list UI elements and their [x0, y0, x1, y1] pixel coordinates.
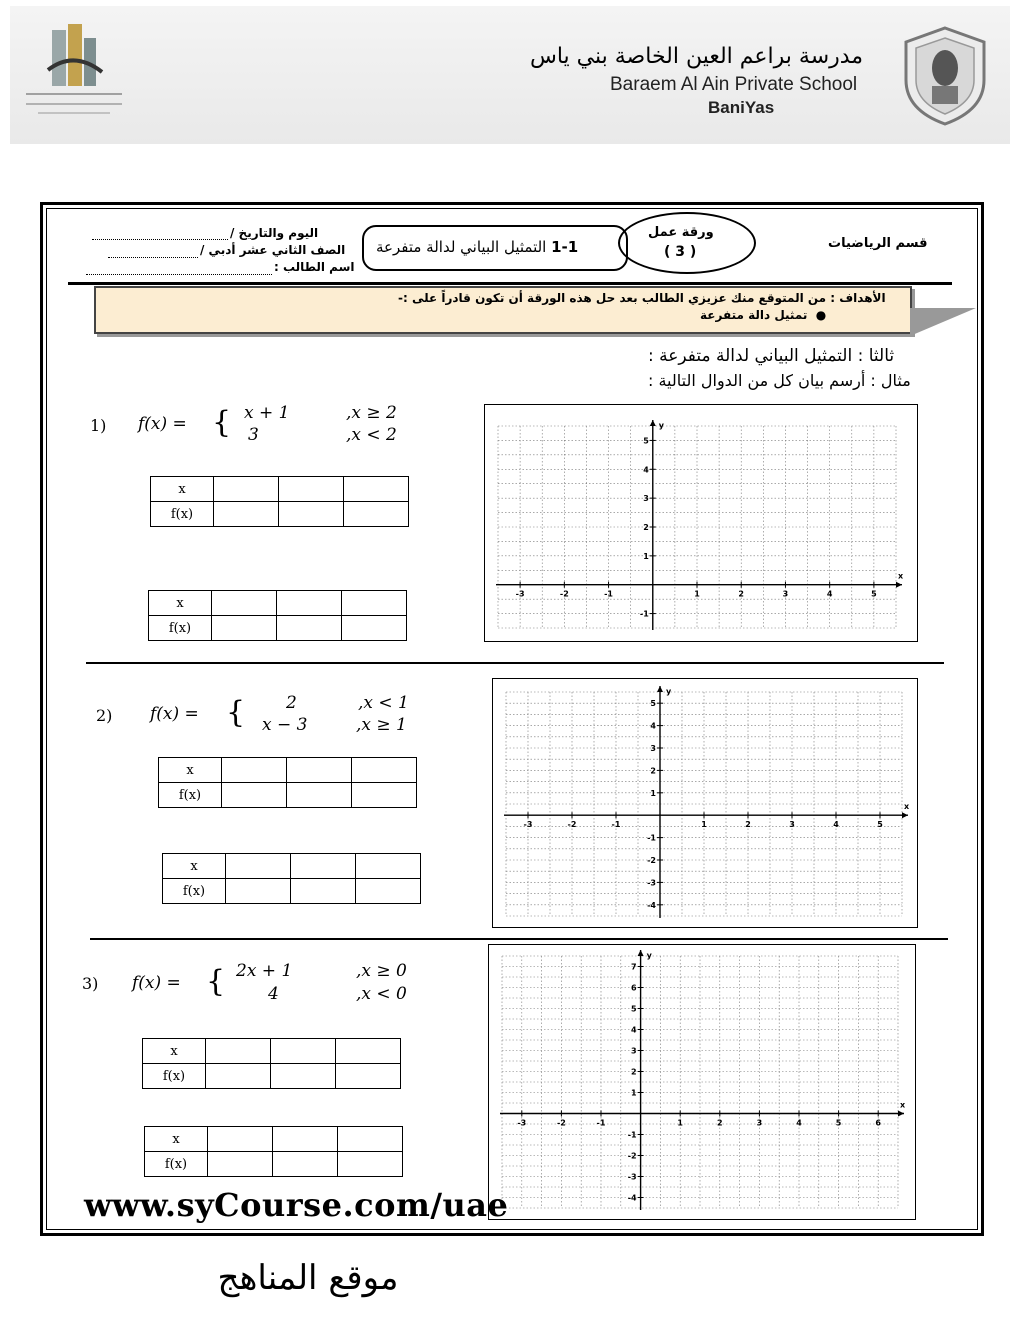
table-cell[interactable] [338, 1127, 403, 1152]
y-tick-label: -3 [627, 1172, 637, 1182]
table-cell[interactable] [222, 758, 287, 783]
header-rule [68, 282, 952, 285]
table-cell[interactable] [273, 1127, 338, 1152]
problem-1-case-1-expr: x + 1 [244, 403, 290, 423]
table-header-x: x [163, 854, 226, 879]
table-cell[interactable] [291, 854, 356, 879]
y-tick-label: -1 [647, 833, 656, 843]
x-tick-label: -1 [611, 820, 621, 830]
problem-1-table-b [148, 590, 407, 641]
header-banner [10, 6, 1010, 144]
x-tick-label: -3 [515, 589, 525, 599]
y-tick-label: 3 [650, 744, 656, 753]
table-header-fx: f(x) [159, 783, 222, 808]
y-tick-label: 2 [650, 766, 656, 776]
table-cell[interactable] [226, 879, 291, 904]
problem-2-table-b [162, 853, 421, 904]
problem-3-case-2-cond: ,x < 0 [356, 984, 407, 1004]
worksheet-number: ( 3 ) [664, 244, 697, 260]
goals-corner-decoration [910, 308, 980, 338]
x-tick-label: -1 [604, 589, 614, 599]
y-tick-label: 1 [650, 788, 656, 798]
table-header-fx: f(x) [145, 1152, 208, 1177]
x-tick-label: 1 [701, 820, 707, 830]
grade-label: الصف الثاني عشر أدبي / [200, 243, 346, 257]
school-name-arabic: مدرسة براعم العين الخاصة بني ياس [530, 44, 864, 69]
day-date-field[interactable] [92, 238, 228, 240]
y-axis-label: y [666, 687, 672, 696]
example-text: مثال : أرسم بيان كل من الدوال التالية : [648, 371, 911, 390]
problem-3-case-1-expr: 2x + 1 [236, 961, 293, 981]
section-title: ثالثا : التمثيل البياني لدالة متفرعة : [648, 346, 895, 366]
problem-1-table-a [150, 476, 409, 527]
x-tick-label: 3 [789, 820, 795, 830]
x-tick-label: 3 [782, 589, 789, 599]
y-tick-label: 7 [631, 962, 637, 972]
table-cell[interactable] [206, 1064, 271, 1089]
y-tick-label: 4 [631, 1025, 637, 1035]
x-tick-label: 2 [738, 589, 745, 599]
lesson-title [376, 238, 578, 256]
worksheet-oval [618, 212, 756, 274]
table-header-fx: f(x) [151, 502, 214, 527]
x-tick-label: -3 [517, 1118, 527, 1128]
y-tick-label: 5 [631, 1004, 637, 1014]
table-cell[interactable] [291, 879, 356, 904]
y-tick-label: 4 [650, 721, 656, 731]
table-cell[interactable] [277, 616, 342, 641]
table-cell[interactable] [279, 477, 344, 502]
problem-3-case-2-expr: 4 [268, 984, 279, 1004]
lesson-title-text: التمثيل البياني لدالة متفرعة [376, 238, 547, 256]
website-watermark: www.syCourse.com/uae [84, 1186, 509, 1224]
problem-1-case-1-cond: ,x ≥ 2 [346, 403, 397, 423]
x-tick-label: -2 [556, 1118, 566, 1128]
student-name-label: اسم الطالب : [274, 260, 355, 274]
problem-3-table-a [142, 1038, 401, 1089]
table-cell[interactable] [214, 477, 279, 502]
table-header-x: x [159, 758, 222, 783]
table-cell[interactable] [226, 854, 291, 879]
table-cell[interactable] [344, 502, 409, 527]
table-cell[interactable] [352, 758, 417, 783]
graph-frame [485, 405, 918, 642]
x-tick-label: -3 [523, 820, 533, 830]
y-tick-label: 3 [631, 1046, 637, 1056]
goal-item: ● تمثيل دالة متفرعة [700, 308, 827, 322]
x-tick-label: 5 [835, 1118, 842, 1128]
problem-3-number: 3) [82, 974, 99, 993]
department-label: قسم الرياضيات [828, 236, 928, 251]
y-tick-label: 6 [631, 983, 637, 993]
table-header-fx: f(x) [143, 1064, 206, 1089]
problem-3-table-b [144, 1126, 403, 1177]
problem-1-graph[interactable] [484, 404, 918, 642]
table-cell[interactable] [206, 1039, 271, 1064]
table-cell[interactable] [208, 1152, 273, 1177]
problem-3-brace: { [206, 964, 226, 999]
student-name-field[interactable] [86, 273, 272, 275]
y-tick-label: -1 [639, 609, 649, 619]
table-cell[interactable] [287, 758, 352, 783]
table-cell[interactable] [338, 1152, 403, 1177]
x-tick-label: -2 [559, 589, 569, 599]
table-cell[interactable] [271, 1039, 336, 1064]
problem-1-fx: f(x) = [138, 414, 187, 434]
x-tick-label: 3 [756, 1118, 763, 1128]
problem-2-case-2-expr: x − 3 [262, 715, 308, 735]
table-cell[interactable] [336, 1064, 401, 1089]
problem-1-number: 1) [90, 416, 107, 435]
x-tick-label: 4 [796, 1118, 802, 1128]
x-tick-label: 2 [745, 820, 751, 830]
y-tick-label: 5 [650, 699, 656, 709]
problem-2-graph[interactable] [492, 678, 918, 928]
y-tick-label: 4 [643, 465, 649, 475]
x-tick-label: 6 [875, 1118, 881, 1128]
x-tick-label: 5 [877, 820, 883, 830]
problem-2-number: 2) [96, 706, 113, 725]
x-axis-label: x [898, 571, 904, 581]
x-tick-label: 1 [677, 1118, 683, 1128]
table-cell[interactable] [356, 854, 421, 879]
table-header-x: x [145, 1127, 208, 1152]
table-cell[interactable] [212, 591, 277, 616]
problem-2-case-2-cond: ,x ≥ 1 [356, 715, 407, 735]
site-name-arabic: موقع المناهج [217, 1258, 399, 1298]
table-cell[interactable] [273, 1152, 338, 1177]
x-axis-label: x [900, 1100, 906, 1110]
problem-1-case-2-cond: ,x < 2 [346, 425, 397, 445]
separator-2 [90, 938, 948, 940]
separator-1 [86, 662, 944, 664]
x-tick-label: -1 [596, 1118, 606, 1128]
y-tick-label: 3 [643, 494, 649, 504]
table-cell[interactable] [342, 591, 407, 616]
worksheet-label: ورقة عمل [648, 225, 714, 240]
table-cell[interactable] [336, 1039, 401, 1064]
table-header-x: x [151, 477, 214, 502]
goals-intro: الأهداف : من المتوقع منك عزيزي الطالب بعد حل هذه الورقة أن تكون قادراً على :- [398, 291, 886, 305]
council-logo-icon [18, 20, 130, 120]
y-tick-label: 2 [631, 1067, 637, 1077]
school-city: BaniYas [708, 98, 775, 117]
x-tick-label: 4 [826, 589, 833, 599]
problem-2-fx: f(x) = [150, 704, 199, 724]
table-header-fx: f(x) [163, 879, 226, 904]
y-tick-label: 5 [643, 436, 649, 446]
table-cell[interactable] [356, 879, 421, 904]
table-header-x: x [149, 591, 212, 616]
y-axis-label: y [658, 421, 664, 430]
y-tick-label: -2 [647, 856, 656, 865]
y-axis-label: y [646, 951, 652, 960]
x-tick-label: -2 [567, 820, 577, 830]
table-cell[interactable] [208, 1127, 273, 1152]
table-cell[interactable] [342, 616, 407, 641]
school-shield-icon [900, 24, 990, 128]
table-cell[interactable] [271, 1064, 336, 1089]
school-logo [900, 24, 990, 128]
table-cell[interactable] [279, 502, 344, 527]
table-cell[interactable] [277, 591, 342, 616]
problem-2-case-1-cond: ,x < 1 [358, 693, 409, 713]
problem-2-brace: { [226, 695, 246, 730]
problem-3-fx: f(x) = [132, 973, 181, 993]
problem-2-case-1-expr: 2 [286, 693, 297, 713]
x-tick-label: 4 [833, 820, 839, 830]
problem-1-case-2-expr: 3 [248, 425, 259, 445]
bullet-icon: ● [807, 308, 827, 322]
table-header-x: x [143, 1039, 206, 1064]
y-tick-label: 1 [631, 1088, 637, 1098]
y-tick-label: -2 [627, 1151, 637, 1161]
y-tick-label: 2 [643, 523, 649, 532]
day-date-label: اليوم والتاريخ / [230, 226, 319, 240]
problem-3-case-1-cond: ,x ≥ 0 [356, 961, 407, 981]
table-cell[interactable] [222, 783, 287, 808]
table-header-fx: f(x) [149, 616, 212, 641]
graph-frame [493, 679, 918, 928]
table-cell[interactable] [287, 783, 352, 808]
council-logo [18, 20, 130, 120]
x-tick-label: 5 [871, 589, 877, 599]
lesson-number: 1-1 [551, 238, 579, 256]
grade-field[interactable] [108, 256, 198, 258]
problem-2-table-a [158, 757, 417, 808]
table-cell[interactable] [344, 477, 409, 502]
problem-1-brace: { [212, 405, 232, 440]
y-tick-label: -1 [627, 1130, 637, 1140]
x-tick-label: 1 [694, 589, 700, 599]
y-tick-label: -4 [647, 900, 656, 910]
x-tick-label: 2 [717, 1118, 723, 1128]
table-cell[interactable] [352, 783, 417, 808]
table-cell[interactable] [214, 502, 279, 527]
table-cell[interactable] [212, 616, 277, 641]
x-axis-label: x [904, 802, 910, 812]
school-name-english: Baraem Al Ain Private School [610, 74, 858, 95]
y-tick-label: -3 [647, 878, 656, 888]
y-tick-label: -4 [627, 1193, 637, 1203]
y-tick-label: 1 [643, 551, 649, 561]
problem-3-graph[interactable] [488, 944, 916, 1220]
